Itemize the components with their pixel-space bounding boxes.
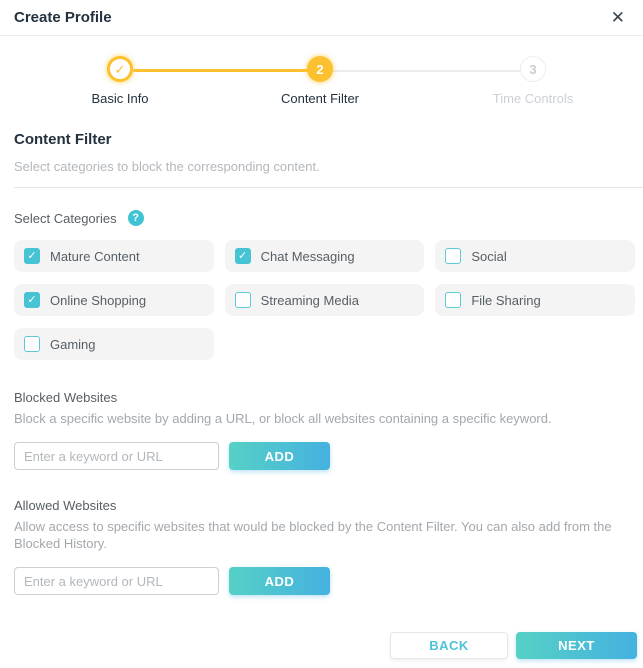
checkbox[interactable] (445, 248, 461, 264)
allowed-websites-label: Allowed Websites (14, 498, 117, 513)
category-chip-file-sharing[interactable] (435, 284, 635, 316)
step-time-controls (463, 56, 603, 106)
next-button[interactable]: NEXT (516, 632, 637, 659)
checkbox[interactable] (24, 292, 40, 308)
allowed-websites-description: Allow access to specific websites that would be blocked by the Content Filter. You can also add from the Blocked History. (14, 519, 612, 551)
blocked-website-input[interactable] (14, 442, 219, 470)
dialog-footer (390, 632, 637, 659)
check-icon: ✓ (238, 249, 248, 262)
blocked-add-button[interactable]: ADD (229, 442, 330, 470)
category-chip-streaming-media[interactable] (225, 284, 425, 316)
step-label: Content Filter (280, 91, 360, 106)
category-label: Chat Messaging (260, 248, 355, 264)
category-chip-chat-messaging[interactable] (225, 240, 425, 272)
category-label: Online Shopping (50, 292, 147, 308)
category-grid (14, 240, 635, 360)
category-chip-social[interactable] (435, 240, 635, 272)
category-chip-mature-content[interactable] (14, 240, 214, 272)
dialog-header (0, 0, 643, 36)
dialog-content (0, 131, 643, 595)
step-content-filter[interactable] (250, 56, 390, 106)
stepper (0, 36, 643, 118)
allowed-add-button[interactable]: ADD (229, 567, 330, 595)
blocked-websites-label: Blocked Websites (14, 390, 118, 405)
check-icon: ✓ (27, 293, 37, 306)
step-number: 2 (307, 56, 333, 82)
category-chip-online-shopping[interactable] (14, 284, 214, 316)
category-label: File Sharing (471, 292, 541, 308)
section-title: Content Filter (14, 131, 112, 148)
step-label: Basic Info (91, 91, 149, 106)
checkbox[interactable] (24, 248, 40, 264)
category-label: Mature Content (50, 248, 140, 264)
back-button[interactable]: BACK (390, 632, 508, 659)
close-icon[interactable]: ✕ (607, 7, 629, 28)
check-icon: ✓ (27, 249, 37, 262)
select-categories-label: Select Categories (14, 210, 117, 226)
divider (14, 187, 643, 188)
category-label: Gaming (50, 336, 96, 352)
step-label: Time Controls (492, 91, 574, 106)
checkbox[interactable] (445, 292, 461, 308)
checkbox[interactable] (235, 292, 251, 308)
step-number: 3 (520, 56, 546, 82)
checkbox[interactable] (24, 336, 40, 352)
help-icon[interactable]: ? (128, 210, 144, 226)
category-label: Streaming Media (260, 292, 359, 308)
checkbox[interactable] (235, 248, 251, 264)
category-chip-gaming[interactable] (14, 328, 214, 360)
step-basic-info[interactable] (50, 56, 190, 106)
blocked-websites-description: Block a specific website by adding a URL, or block all websites containing a specific keyword. (14, 411, 552, 426)
allowed-website-input[interactable] (14, 567, 219, 595)
category-label: Social (471, 248, 507, 264)
dialog-title: Create Profile (14, 9, 112, 26)
section-subtitle: Select categories to block the corresponding content. (14, 159, 320, 174)
step-check-icon: ✓ (107, 56, 133, 82)
